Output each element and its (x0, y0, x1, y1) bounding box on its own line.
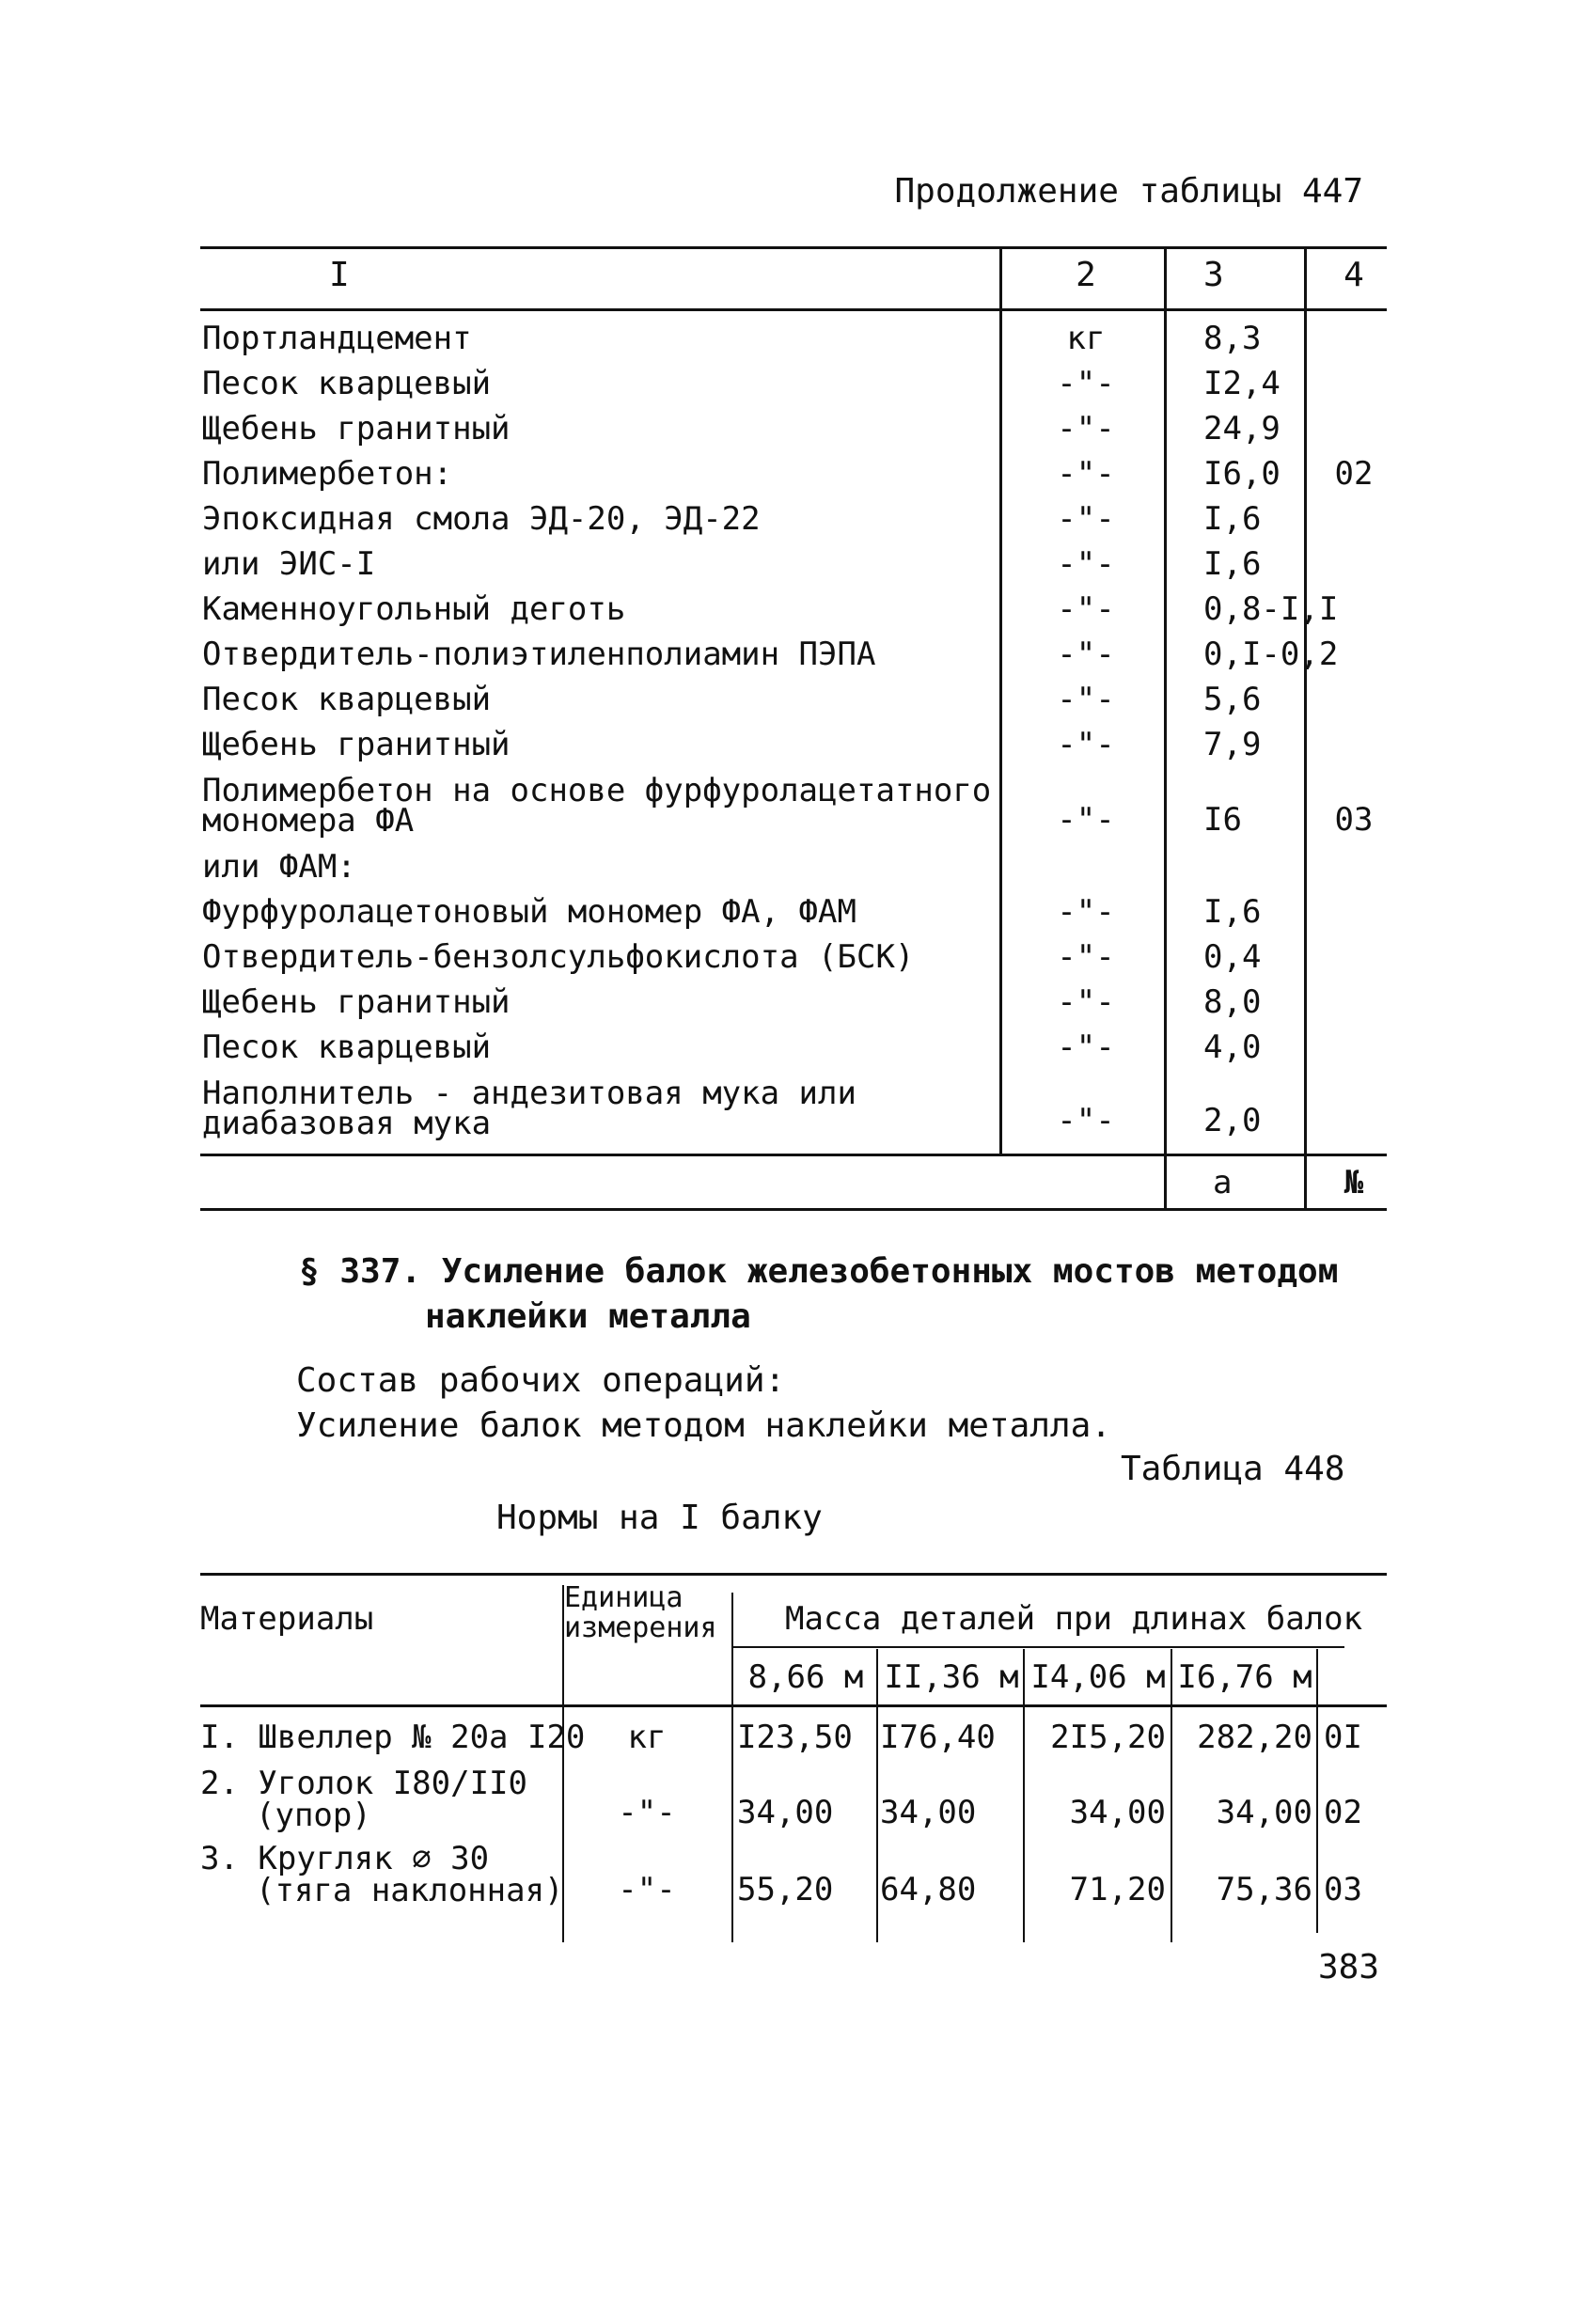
table-448-header-rule (200, 1704, 1387, 1707)
row-unit: кг (627, 1719, 667, 1756)
header-length-3: I4,06 м (1030, 1658, 1166, 1696)
header-unit-line1: Единица (564, 1581, 684, 1614)
row-unit: -"- (1057, 455, 1115, 493)
table-top-rule (200, 246, 1387, 249)
row-unit: -"- (1057, 726, 1115, 763)
row-value-1: I23,50 (737, 1719, 853, 1756)
row-unit: -"- (1057, 1102, 1115, 1139)
header-unit-line2: измерения (564, 1611, 717, 1644)
row-code: 02 (1324, 1794, 1362, 1831)
table-448-label: Таблица 448 (1121, 1450, 1345, 1488)
header-length-2: II,36 м (884, 1658, 1019, 1696)
row-name: Полимербетон: (202, 455, 453, 493)
row-value: 2,0 (1203, 1102, 1262, 1139)
row-name-line1: Наполнитель - андезитовая мука или (202, 1075, 856, 1112)
row-unit: -"- (618, 1794, 676, 1831)
row-value-3: 2I5,20 (1050, 1719, 1166, 1756)
row-unit: -"- (1057, 681, 1115, 718)
row-name: Песок кварцевый (202, 365, 492, 402)
row-value: I,6 (1203, 893, 1262, 931)
row-name: или ФАМ: (202, 848, 356, 886)
row-unit: -"- (1057, 1029, 1115, 1066)
row-unit: -"- (1057, 365, 1115, 402)
col-divider-3 (1304, 246, 1307, 1211)
row-name: Щебень гранитный (202, 410, 511, 448)
row-unit: -"- (1057, 545, 1115, 583)
row-value: 0,8-I,I (1203, 590, 1339, 628)
row-unit: -"- (1057, 801, 1115, 839)
row-value-1: 55,20 (737, 1871, 834, 1908)
row-name: Портландцемент (202, 320, 472, 357)
row-name-line2: (тяга наклонная) (256, 1872, 564, 1909)
table-448-top-rule (200, 1573, 1387, 1576)
row-name-line1: Полимербетон на основе фурфуролацетатного (202, 772, 992, 809)
row-name-line2: (упор) (256, 1797, 371, 1834)
row-name-line2: мономера ФА (202, 802, 415, 840)
row-name: Фурфуролацетоновый мономер ФА, ФАМ (202, 893, 856, 931)
row-name: Щебень гранитный (202, 726, 511, 763)
row-value-4: 282,20 (1197, 1719, 1312, 1756)
row-value-4: 75,36 (1216, 1871, 1312, 1908)
row-value: I6 (1203, 801, 1242, 839)
row-code: 03 (1324, 1871, 1362, 1908)
row-unit: -"- (1057, 500, 1115, 538)
row-value: 5,6 (1203, 681, 1262, 718)
row-name: Отвердитель-полиэтиленполиамин ПЭПА (202, 636, 876, 673)
operations-text: Усиление балок методом наклейки металла. (296, 1406, 1111, 1445)
row-unit: кг (1066, 320, 1106, 357)
row-unit: -"- (1057, 938, 1115, 976)
norms-caption: Нормы на I балку (496, 1499, 823, 1537)
row-name-line1: 2. Уголок I80/II0 (200, 1765, 527, 1802)
table-header-rule (200, 308, 1387, 311)
row-name-line1: I. Швеллер № 20а I20 (200, 1719, 586, 1756)
row-unit: -"- (1057, 983, 1115, 1021)
section-title-line2: наклейки металла (425, 1297, 751, 1336)
table-body-bottom-rule (200, 1154, 1387, 1156)
row-value: 0,4 (1203, 938, 1262, 976)
row-name: Эпоксидная смола ЭД-20, ЭД-22 (202, 500, 761, 538)
row-value: I,6 (1203, 545, 1262, 583)
operations-heading: Состав рабочих операций: (296, 1361, 786, 1400)
row-name-line2: диабазовая мука (202, 1105, 492, 1142)
row-name: Щебень гранитный (202, 983, 511, 1021)
row-unit: -"- (1057, 636, 1115, 673)
row-value: I,6 (1203, 500, 1262, 538)
col-header-4: 4 (1343, 256, 1364, 294)
row-value: I6,0 (1203, 455, 1281, 493)
row-name: или ЭИС-I (202, 545, 376, 583)
row-value: 0,I-0,2 (1203, 636, 1339, 673)
row-value: 8,0 (1203, 983, 1262, 1021)
row-name-line1: 3. Кругляк ∅ 30 (200, 1840, 490, 1877)
row-code: 03 (1334, 801, 1374, 839)
row-unit: -"- (618, 1871, 676, 1908)
row-value-3: 71,20 (1069, 1871, 1166, 1908)
col-header-3: 3 (1203, 256, 1224, 294)
row-code: 02 (1334, 455, 1374, 493)
row-value-2: 64,80 (880, 1871, 977, 1908)
footer-col4-label: № (1343, 1164, 1364, 1201)
row-name: Каменноугольный деготь (202, 590, 626, 628)
footer-col3-label: а (1213, 1164, 1233, 1201)
col-header-2: 2 (1076, 256, 1096, 294)
row-value: 24,9 (1203, 410, 1281, 448)
t448-col-divider-2 (731, 1593, 733, 1942)
row-value: 7,9 (1203, 726, 1262, 763)
page-number: 383 (1318, 1948, 1380, 1986)
table-continuation-title: Продолжение таблицы 447 (894, 172, 1363, 211)
row-name: Песок кварцевый (202, 681, 492, 718)
t448-col-divider-6 (1316, 1649, 1318, 1933)
section-title-line1: § 337. Усиление балок железобетонных мостов методом (299, 1252, 1339, 1291)
header-length-4: I6,76 м (1177, 1658, 1312, 1696)
header-length-1: 8,66 м (747, 1658, 864, 1696)
row-unit: -"- (1057, 410, 1115, 448)
t448-col-divider-4 (1023, 1649, 1025, 1942)
row-value: 4,0 (1203, 1029, 1262, 1066)
col-divider-2 (1164, 246, 1167, 1211)
col-header-1: I (329, 256, 350, 294)
row-name: Отвердитель-бензолсульфокислота (БСК) (202, 938, 915, 976)
header-materials: Материалы (200, 1600, 374, 1638)
table-bottom-rule (200, 1208, 1387, 1211)
row-unit: -"- (1057, 893, 1115, 931)
col-divider-1 (999, 246, 1002, 1156)
row-value: I2,4 (1203, 365, 1281, 402)
row-value-4: 34,00 (1216, 1794, 1312, 1831)
row-value-1: 34,00 (737, 1794, 834, 1831)
row-value-2: I76,40 (880, 1719, 996, 1756)
mass-subheader-rule (733, 1646, 1344, 1648)
t448-col-divider-3 (876, 1649, 878, 1942)
header-mass: Масса деталей при длинах балок (785, 1600, 1363, 1638)
row-value-3: 34,00 (1069, 1794, 1166, 1831)
row-code: 0I (1324, 1719, 1362, 1756)
row-value: 8,3 (1203, 320, 1262, 357)
row-name: Песок кварцевый (202, 1029, 492, 1066)
row-value-2: 34,00 (880, 1794, 977, 1831)
row-unit: -"- (1057, 590, 1115, 628)
t448-col-divider-5 (1171, 1649, 1172, 1942)
